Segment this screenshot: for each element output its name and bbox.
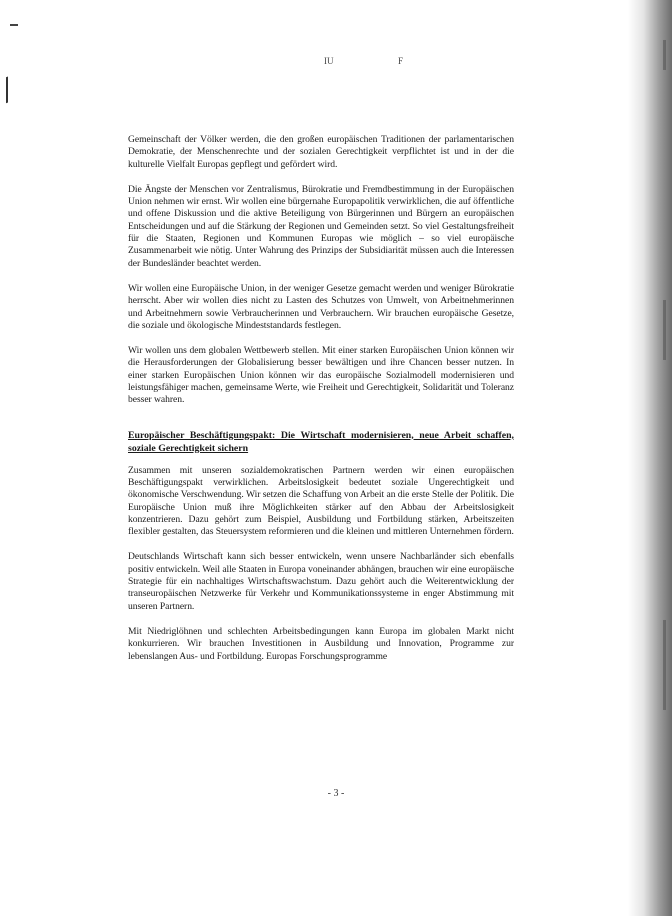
scan-smudge [10, 24, 18, 26]
page-number: - 3 - [327, 788, 345, 799]
header-mark-right: F [398, 56, 404, 66]
paragraph-4: Wir wollen uns dem globalen Wettbewerb stellen. Mit einer starken Europäischen Union können wir die Herausforderungen der Globalisierung besser bewältigen und ihre Chancen besser nutzen. In einer starken Europäischen Union können wir das europäische Sozialmodell modernisieren und leistungsfähiger machen, gemeinsame Werte, wie Freiheit und Gerechtigkeit, Solidarität und Toleranz besser wahren. [128, 345, 514, 406]
scan-speck [663, 620, 666, 710]
paragraph-2: Die Ängste der Menschen vor Zentralismus, Bürokratie und Fremdbestimmung in der Europäischen Union nehmen wir ernst. Wir wollen eine bürgernahe Europapolitik verwirklichen, die auf öffentliche und offene Diskussion und die aktive Beteiligung von Bürgerinnen und Bürgern an europäischen Entscheidungen und auf die Stärkung der Regionen und Gemeinden setzt. So viel Gestaltungsfreiheit für die Staaten, Regionen und Kommunen Europas wie möglich – so viel europäische Zusammenarbeit wie nötig. Unter Wahrung des Prinzips der Subsidiarität müssen auch die Interessen der Bundesländer beachtet werden. [128, 183, 514, 269]
scan-speck [663, 40, 666, 70]
paragraph-5: Zusammen mit unseren sozialdemokratischen Partnern werden wir einen europäischen Beschäftigungspakt verwirklichen. Arbeitslosigkeit bedeutet soziale Ungerechtigkeit und ökonomische Verschwendung. Wir setzen die Schaffung von Arbeit an die erste Stelle der Politik. Die Europäische Union muß ihre Möglichkeiten stärker auf den Abbau der Arbeitslosigkeit konzentrieren. Dazu gehört zum Beispiel, Ausbildung und Fortbildung stärken, Arbeitszeiten flexibler gestalten, das Steuersystem reformieren und die kleinen und mittleren Unternehmen fördern. [128, 464, 514, 538]
scan-left-mark [0, 77, 8, 106]
paragraph-3: Wir wollen eine Europäische Union, in der weniger Gesetze gemacht werden und weniger Bürokratie herrscht. Aber wir wollen dies nicht zu Lasten des Schutzes von Umwelt, von Arbeitnehmerinnen und Arbeitnehmern sowie Verbraucherinnen und Verbrauchern. Wir brauchen europäische Gesetze, die soziale und ökologische Mindeststandards festlegen. [128, 282, 514, 331]
header-mark-left: IU [324, 56, 334, 66]
paragraph-1: Gemeinschaft der Völker werden, die den großen europäischen Traditionen der parlamentarischen Demokratie, der Menschenrechte und der sozialen Gerechtigkeit verpflichtet ist und in der die kulturelle Vielfalt Europas gepflegt und gefördert wird. [128, 134, 514, 170]
paragraph-6: Deutschlands Wirtschaft kann sich besser entwickeln, wenn unsere Nachbarländer sich ebenfalls positiv entwickeln. Weil alle Staaten in Europa voneinander abhängen, brauchen wir eine europäische Strategie für ein nachhaltiges Wirtschaftswachstum. Dazu gehört auch die Weiterentwicklung der transeuropäischen Netzwerke für Verkehr und Kommunikationssysteme in enger Abstimmung mit unseren Partnern. [128, 551, 514, 612]
document-body [128, 134, 514, 676]
paragraph-7: Mit Niedriglöhnen und schlechten Arbeitsbedingungen kann Europa im globalen Markt nicht konkurrieren. Wir brauchen Investitionen in Ausbildung und Innovation, Programme zur lebenslangen Aus- und Fortbildung. Europas Forschungsprogramme [128, 625, 514, 662]
scan-right-edge-shadow [628, 0, 672, 916]
scan-speck [663, 300, 666, 360]
section-heading: Europäischer Beschäftigungspakt: Die Wirtschaft modernisieren, neue Arbeit schaffen, soziale Gerechtigkeit sichern [128, 429, 514, 454]
